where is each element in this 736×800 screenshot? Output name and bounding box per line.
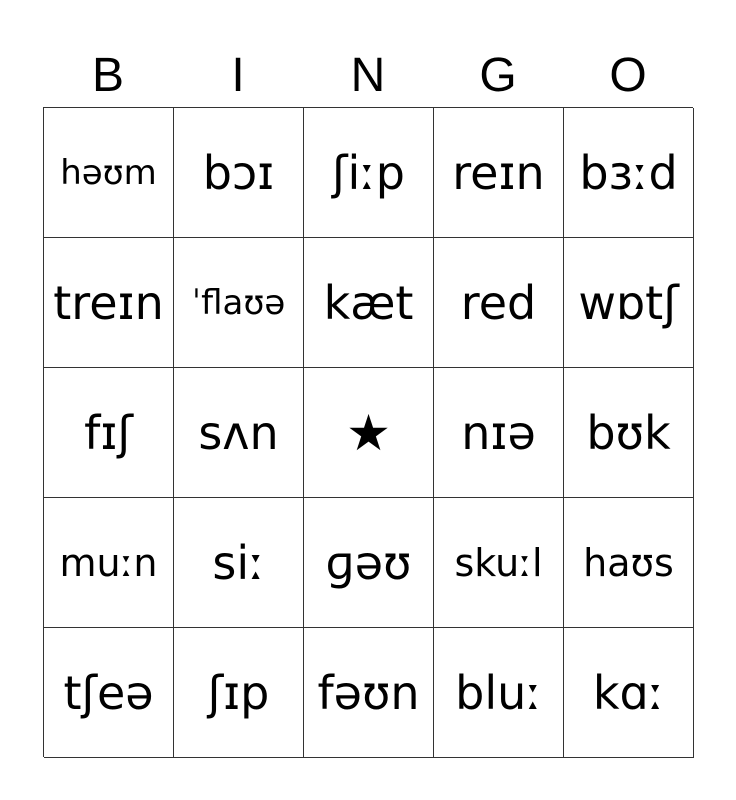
bingo-cell[interactable]: skuːl xyxy=(434,498,564,628)
bingo-cell[interactable]: bluː xyxy=(434,628,564,758)
bingo-cell[interactable]: reɪn xyxy=(434,108,564,238)
bingo-header xyxy=(43,48,693,104)
bingo-cell[interactable]: bʊk xyxy=(564,368,694,498)
bingo-cell[interactable]: fəʊn xyxy=(304,628,434,758)
bingo-cell[interactable]: fɪʃ xyxy=(44,368,174,498)
bingo-cell[interactable]: ɡəʊ xyxy=(304,498,434,628)
header-letter-b: B xyxy=(91,49,124,102)
header-letter-o: O xyxy=(609,49,647,102)
bingo-board xyxy=(43,107,693,757)
bingo-cell[interactable]: tʃeə xyxy=(44,628,174,758)
bingo-cell[interactable]: ʃiːp xyxy=(304,108,434,238)
free-space-star-icon[interactable]: ★ xyxy=(304,368,434,498)
bingo-cell[interactable]: bɔɪ xyxy=(174,108,304,238)
bingo-cell[interactable]: nɪə xyxy=(434,368,564,498)
header-letter-g: G xyxy=(479,49,517,102)
bingo-cell[interactable]: həʊm xyxy=(44,108,174,238)
bingo-cell[interactable]: bɜːd xyxy=(564,108,694,238)
bingo-cell[interactable]: siː xyxy=(174,498,304,628)
bingo-cell[interactable]: muːn xyxy=(44,498,174,628)
bingo-cell[interactable]: haʊs xyxy=(564,498,694,628)
bingo-cell[interactable]: ˈflaʊə xyxy=(174,238,304,368)
bingo-cell[interactable]: ʃɪp xyxy=(174,628,304,758)
header-letter-n: N xyxy=(350,49,386,102)
bingo-cell[interactable]: kɑː xyxy=(564,628,694,758)
bingo-cell[interactable]: red xyxy=(434,238,564,368)
bingo-cell[interactable]: kæt xyxy=(304,238,434,368)
bingo-cell[interactable]: sʌn xyxy=(174,368,304,498)
bingo-cell[interactable]: wɒtʃ xyxy=(564,238,694,368)
bingo-cell[interactable]: treɪn xyxy=(44,238,174,368)
header-letter-i: I xyxy=(231,49,245,102)
